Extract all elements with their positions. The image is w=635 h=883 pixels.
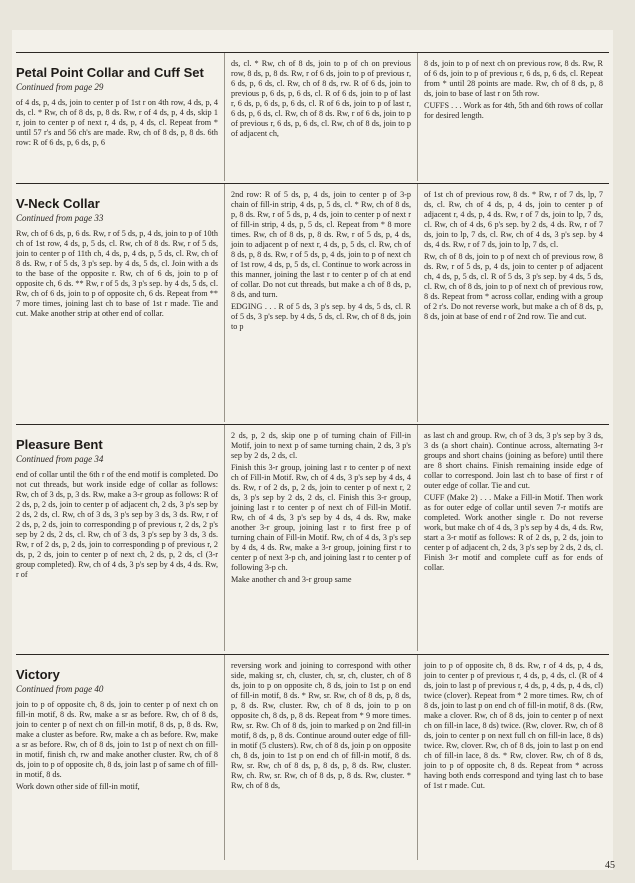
article-section <box>16 654 609 860</box>
paragraph: ds, cl. * Rw, ch of 8 ds, join to p of ch on previous row, 8 ds, p, 8 ds. Rw, r of 6 ds, join to p of previous r, 6 ds, p, 6 ds, cl. Rw, ch of 8 ds, rw. R of 6 ds, join to previous p, 6 ds, p, 6 ds, cl. R of 6 ds, join to p of last r, 6 ds, p, 6 ds, p, 6 ds, cl. R of 6 ds, join to p of last r, 6 ds, p, 6 ds, cl. Rw, ch of 8 ds. Rw, r of 6 ds, join to p of previous r, 6 ds, p, 6 ds, cl. Rw, ch of 8 ds, join to p of adjacent ch, <box>231 59 411 138</box>
continued-note: Continued from page 34 <box>16 453 104 464</box>
text-column-1 <box>16 655 224 860</box>
paragraph: CUFF (Make 2) . . . Make a Fill-in Motif. Then work as for outer edge of collar until seven 7-r motifs are completed. Work another single r. Do not reverse work, but make ch of 4 ds, 3 p's sep by 4 ds, 4 ds. Rw, start a 3-r motif as follows: R of 2 ds, p, 2 ds, join to center p of adjacent ch, 2 ds, 3 p's sep by 2 ds, 2 ds, cl. Finish 3-r motif and complete cuff as for ends of collar. <box>424 493 603 572</box>
paragraph: CUFFS . . . Work as for 4th, 5th and 6th rows of collar for desired length. <box>424 101 603 120</box>
paragraph: of 4 ds, p, 4 ds, join to center p of 1st r on 4th row, 4 ds, p, 4 ds, cl. * Rw, ch of 8 ds, p, 8 ds. Rw, r of 4 ds, p, 4 ds, skip 1 r, join to center p of next r, 4 ds, p, 4 ds, cl. Repeat from * until 57 r's and 56 ch's are made. Rw, ch of 8 ds, p, 8 ds. 6th row: R of 6 ds, p, 6 ds, p, 6 <box>16 97 218 147</box>
section-title: V-Neck Collar <box>16 196 100 211</box>
article-section <box>16 424 609 651</box>
paragraph: end of collar until the 6th r of the end motif is completed. Do not cut threads, but work inside edge of collar as follows: Rw, ch of 3 ds, p, 3 ds. Rw, make a 3-r group as follows: R of 2 ds, p, 2 ds, join to center p of adjacent ch, 2 ds, 3 p's sep by 2 ds, 2 ds, cl. Rw, ch of 3 ds, 3 p's sep by 3 ds, 3 ds. Rw, r of 2 ds, p, 2 ds, join to corresponding p of previous r, 2 ds, 2 p's sep by 2 ds, 2 ds, cl. Rw, ch of 3 ds, 3 p's sep by 3 ds, 3 ds. Rw, r of 2 ds, p, 2 ds, join to corresponding p of previous r, 2 ds, p, 2 ds, join to center p of next ch, 2 ds, p, 2 ds, cl (3-r group completed). Rw, ch of 4 ds, 3 p's sep by 4 ds, 4 ds. Rw, r of <box>16 469 219 579</box>
article-section <box>16 183 609 422</box>
text-column-3 <box>417 53 609 181</box>
continued-note: Continued from page 29 <box>16 81 104 92</box>
text-column-3 <box>417 425 609 651</box>
paragraph: EDGING . . . R of 5 ds, 3 p's sep. by 4 ds, 5 ds, cl. R of 5 ds, 3 p's sep. by 4 ds, 5 ds, cl. Rw, ch of 8 ds, join to p <box>231 302 411 331</box>
section-title: Pleasure Bent <box>16 437 103 452</box>
paragraph: Rw, ch of 8 ds, join to p of next ch of previous row, 8 ds. Rw, r of 5 ds, p, 4 ds, join to center p of adjacent ch, 4 ds, p, 5 ds, cl. R of 5 ds, 3 p's sep. by 4 ds, 5 ds, cl. Rw, ch of 8 ds, join to p of next ch of previous row, 8 ds. Repeat from * across collar, ending with a group of 2 r's. Do not reverse work, but make a ch of 8 ds, p, 8 ds, join at base of end r of 2nd row. Tie and cut. <box>424 252 603 321</box>
text-column-2 <box>224 184 417 422</box>
text-column-3 <box>417 655 609 860</box>
paragraph: join to p of opposite ch, 8 ds. Rw, r of 4 ds, p, 4 ds, join to center p of previous r, 4 ds, p, 4 ds, cl. (R of 4 ds, join to last p of previous r, 4 ds, p, 4 ds, p, 4 ds, cl) twice (clover). Repeat from * 2 more times. Rw, ch of 8 ds, join to last p on end ch of fill-in motif, 8 ds. (Rw, make a clover. Rw, ch of 8 ds, join to center p of next ch on fill-in lace, 8 ds) twice. (Rw, clover. Rw, ch of 8 ds, join to center p on next full ch on fill-in lace, 8 ds) twice. Rw, clover. Rw, ch of 8 ds, join to last p on end ch of fill-in lace, 8 ds. * Rw, clover. Rw, ch of 8 ds, join to p of opposite ch, 8 ds. Repeat from * across having both ends correspond and tying last ch to base of 1st r made. Cut. <box>424 661 603 790</box>
article-section <box>16 52 609 181</box>
text-column-2 <box>224 425 417 651</box>
section-title: Victory <box>16 667 60 682</box>
paragraph: 2nd row: R of 5 ds, p, 4 ds, join to center p of 3-p chain of fill-in strip, 4 ds, p, 5 ds, cl. * Rw, ch of 8 ds, p, 8 ds. Rw, r of 5 ds, p, 4 ds, join to center p of next r of fill-in strip, 4 ds, p, 5 ds, cl. Repeat from * 8 more times. Rw, ch of 8 ds, p, 8 ds. Rw, r of 5 ds, p, 4 ds, join to adjacent p of next r, 4 ds, p, 5 ds, cl. Rw, ch of 8 ds, p, 8 ds. Rw, r of 5 ds, p, 4 ds, join to p of next ch of 1st row, 4 ds, p, 5 ds, cl. Continue to work across in this manner, joining the last r to center p of ch at end of collar. Do not cut threads, but make a ch of 8 ds, p, 8 ds, and turn. <box>231 190 411 299</box>
paragraph: 8 ds, join to p of next ch on previous row, 8 ds. Rw, R of 6 ds, join to p of previous r, 6 ds, p, 6 ds, cl. Repeat from * until 28 points are made. Rw, ch of 8 ds, p, 8 ds, join to base of last r on 5th row. <box>424 59 603 98</box>
continued-note: Continued from page 40 <box>16 683 104 694</box>
text-column-1 <box>16 184 224 422</box>
page-number: 45 <box>605 860 615 871</box>
text-column-1 <box>16 53 224 181</box>
paragraph: Make another ch and 3-r group same <box>231 575 352 584</box>
paragraph: Rw, ch of 6 ds, p, 6 ds. Rw, r of 5 ds, p, 4 ds, join to p of 10th ch of 1st row, 4 ds, p, 5 ds, cl. Rw, ch of 8 ds. Rw, r of 5 ds, join to center p of 11th ch, 4 ds, p, 4 ds, p, 5 ds, cl. Rw, ch of 8 ds. Rw, r of 5 ds, 3 p's sep. by 4 ds, 5 ds, cl. Join with a ds to the base of the opposite r. Rw, ch of 6 ds, join to p of opposite ch, 6 ds. ** Rw, r of 5 ds, 3 p's sep. by 4 ds, 5 ds, cl. Rw, ch of 6 ds, join to p of opposite ch, 6 ds. Repeat from ** 7 more times, joining last ch to base of 1st r made. Tie and cut. Make another strip at other end of collar. <box>16 228 218 318</box>
paragraph: of 1st ch of previous row, 8 ds. * Rw, r of 7 ds, lp, 7 ds, cl. Rw, ch of 4 ds, p, 4 ds, join to center p of adjacent r, 4 ds, p, 4 ds. Rw, r of 7 ds, join to lp, 7 ds, cl. Rw, ch of 4 ds, 6 p's sep. by 2 ds, 4 ds. Rw, r of 7 ds, join to lp, 7 ds, cl. Rw, ch of 4 ds, 3 p's sep. by 4 ds, 4 ds. Rw, r of 7 ds, join to lp, 7 ds, cl. <box>424 190 603 249</box>
text-column-2 <box>224 655 417 860</box>
text-column-3 <box>417 184 609 422</box>
paragraph: Finish this 3-r group, joining last r to center p of next ch of Fill-in Motif. Rw, ch of 4 ds, 3 p's sep by 4 ds, 4 ds. Rw, r of 2 ds, p, 2 ds, join to center p of next r, 2 ds, 3 p's sep by 2 ds, 2 ds, cl. Finish this 3-r group, joining last r to center p of next ch of Fill-in Motif. Rw, ch of 4 ds, 3 p's sep by 4 ds, 4 ds. Rw, make another 3-r group, joining last r to first free p of turning chain of Fill-in Motif. Rw, ch of 4 ds, 3 p's sep by 4 ds, 4 ds. Rw, make a 3-r group, joining first r to center p of next 3-p ch, and joining last r to center p of following 3-p ch. <box>231 463 411 572</box>
paragraph: as last ch and group. Rw, ch of 3 ds, 3 p's sep by 3 ds, 3 ds (a short chain). Continue across, alternating 3-r groups and short chains (joining as before) until there are 8 short chains. Finish remaining inside edge of collar to correspond. Join last ch to base of first r of outer edge of collar. Tie and cut. <box>424 431 603 490</box>
paragraph: Work down other side of fill-in motif, <box>16 781 140 791</box>
paragraph: join to p of opposite ch, 8 ds, join to center p of next ch on fill-in motif, 8 ds. Rw, make a sr as before. Rw, ch of 8 ds, join to center p of next ch on fill-in motif, 8 ds, p, 8 ds. Rw, make a cluster as before. Rw, make a ch as before. Rw, make a sr as before. Rw, ch of 8 ds, join to 1st p of next ch on fill-in motif, finish ch, rw and make another cluster. Rw, ch of 8 ds, join to p of opposite ch, 8 ds, join last p of same ch of fill-in motif, 8 ds. <box>16 699 218 779</box>
text-column-1 <box>16 425 224 651</box>
text-column-2 <box>224 53 417 181</box>
continued-note: Continued from page 33 <box>16 212 104 223</box>
section-title: Petal Point Collar and Cuff Set <box>16 65 204 80</box>
paragraph: 2 ds, p, 2 ds, skip one p of turning chain of Fill-in Motif, join to next p of same turning chain, 2 ds, 3 p's sep by 2 ds, 2 ds, cl. <box>231 431 411 460</box>
paragraph: reversing work and joining to correspond with other side, making sr, ch, cluster, ch, sr, ch, cluster, ch of 8 ds, join to p on opposite ch, 8 ds, join to 1st p on end of fill-in motif, 8 ds. * Rw, sr. Rw, ch of 8 ds, p, 8 ds, p, 8 ds. Rw, cluster. Rw, ch of 8 ds, join to p on opposite ch, 8 ds, p, 8 ds. Repeat from * 9 more times. Rw, sr. Rw. Ch of 8 ds, join to marked p on 2nd fill-in motif, 8 ds, p, 8 ds. Continue around outer edge of fill-in motif (5 clusters). Rw, ch of 8 ds, join p on opposite ch, 8 ds, join to 1st p on end ch of fill-in motif, 8 ds. Rw, sr. Rw, ch of 8 ds, p, 8 ds, p, 8 ds. Rw, cluster. Rw, ch. Rw, sr. Rw, ch of 8 ds, p, 8 ds. Rw, cluster. * Rw, ch of 8 ds, <box>231 661 411 790</box>
